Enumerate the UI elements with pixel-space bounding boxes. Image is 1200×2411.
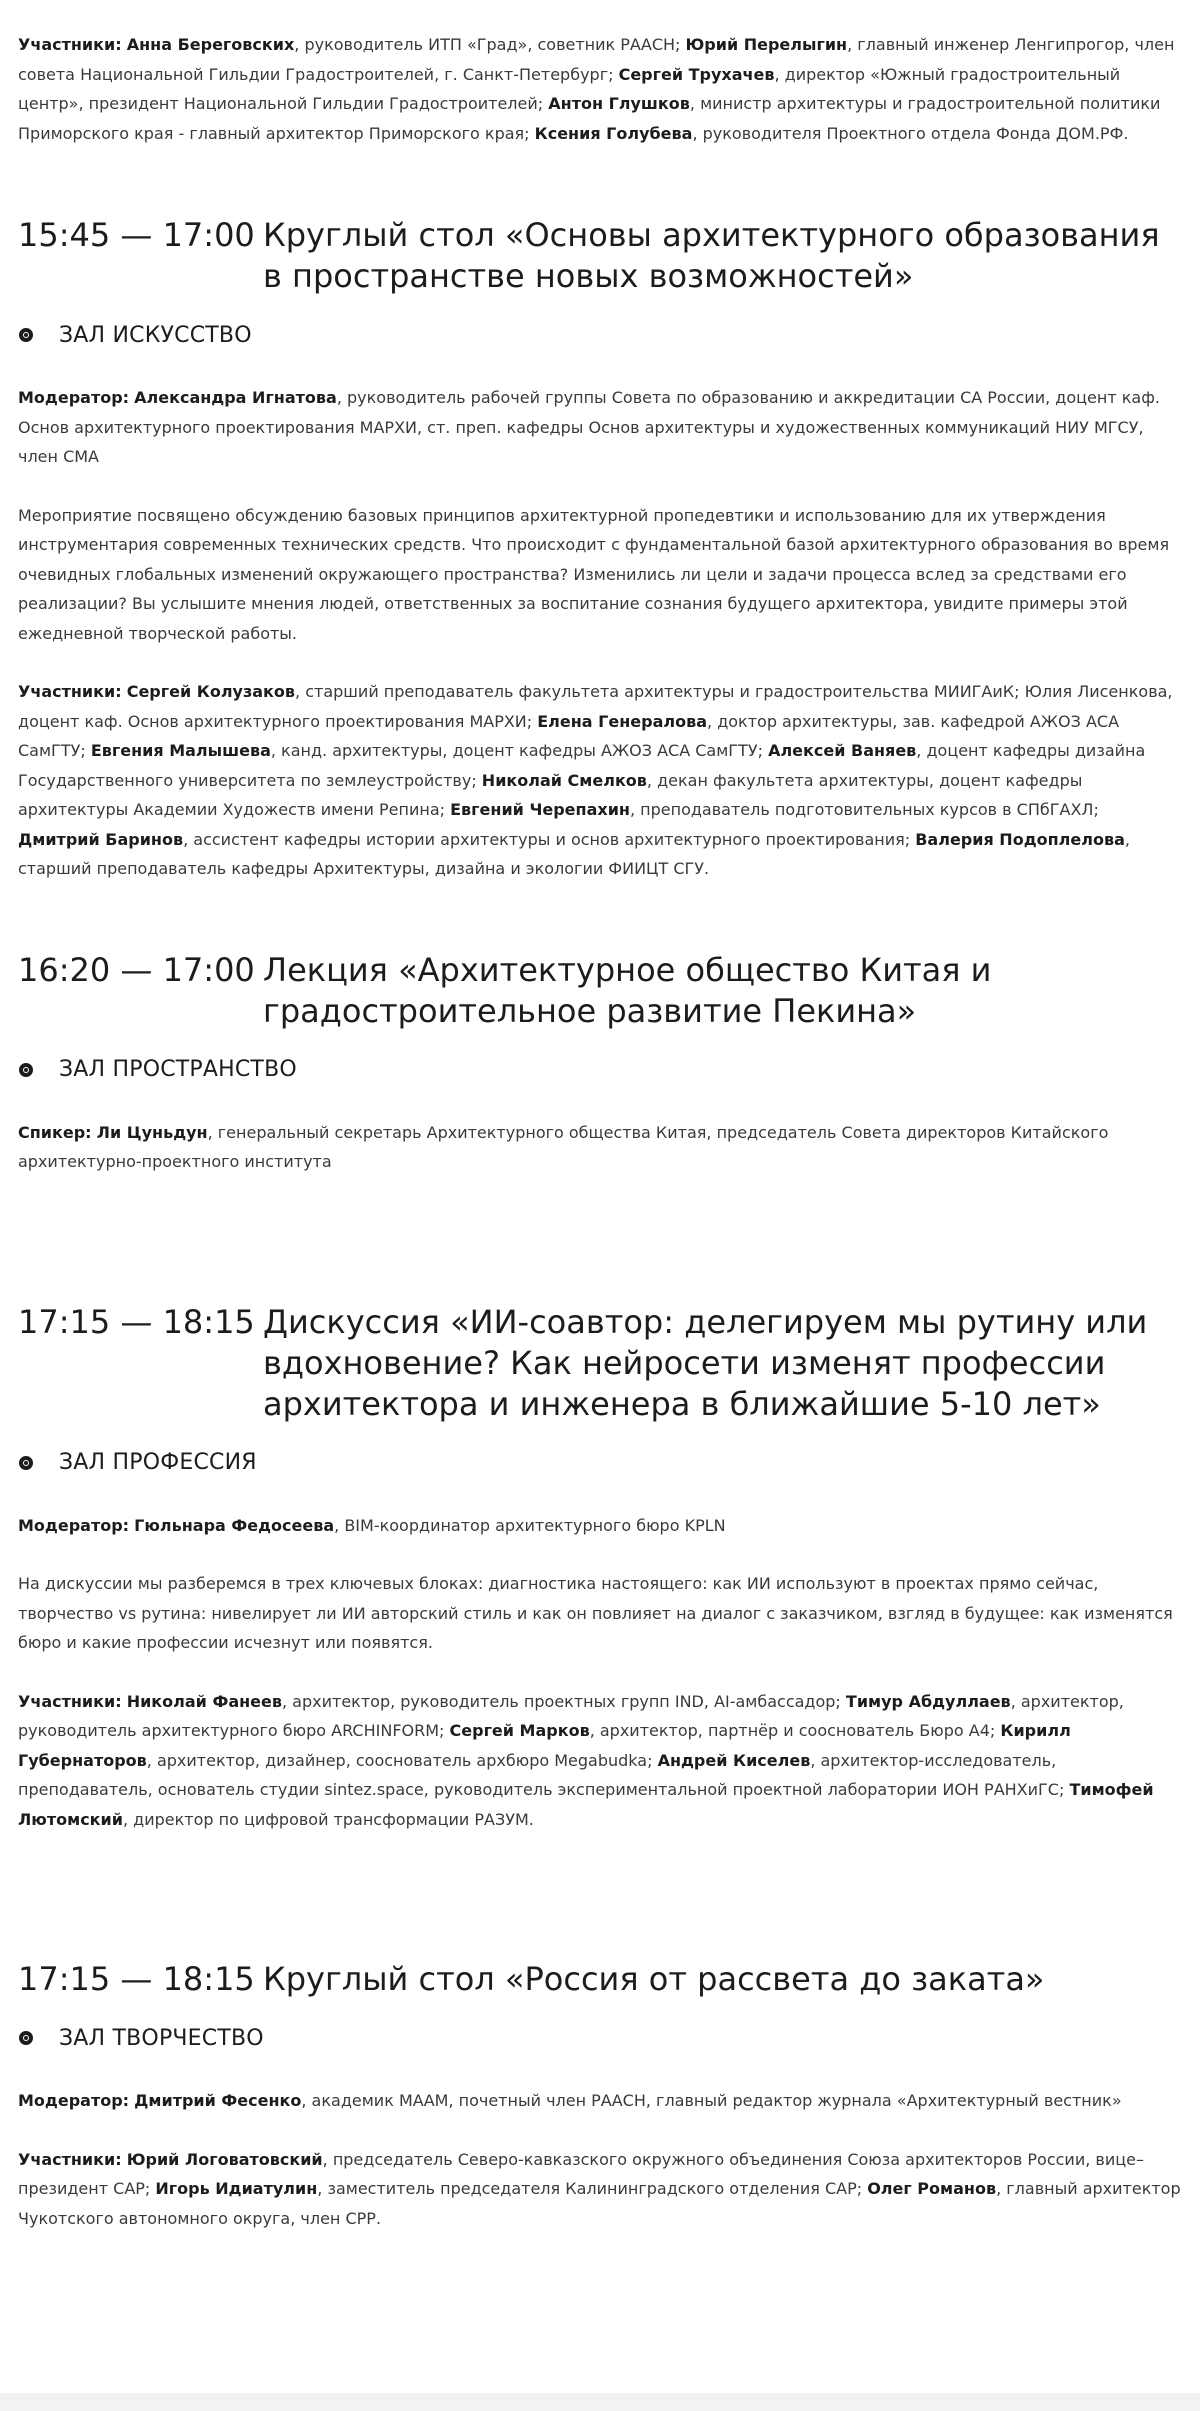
participant-role: , председатель Северо-кавказского окружного объединения Союза архитекторов России, вице–президент САР; — [18, 2149, 1144, 2198]
participant-name: Ксения Голубева — [534, 123, 693, 143]
participant-name: Валерия Подоплелова — [915, 829, 1125, 849]
participant-name: Евгения Малышева — [90, 741, 271, 760]
participant-role: , декан факультета архитектуры, доцент кафедры архитектуры Академии Художеств имени Репина; — [18, 770, 1083, 819]
event-title: Круглый стол «Россия от рассвета до заката» — [263, 1960, 1045, 1998]
participant-role: , канд. архитектуры, доцент кафедры АЖОЗ АСА СамГТУ; — [270, 741, 769, 760]
event-moderator — [18, 1511, 1182, 1541]
participant-role: , руководителя Проектного отдела Фонда ДОМ.РФ. — [692, 123, 1129, 143]
event-title: Круглый стол «Основы архитектурного образования в пространстве новых возможностей» — [263, 216, 1160, 295]
participant-name: Юрий Логоватовский — [126, 2149, 323, 2169]
moderator-name: Гюльнара Федосеева — [134, 1515, 335, 1535]
event-participants — [18, 2145, 1182, 2234]
participants-label: Участники: — [18, 682, 122, 701]
participant-name: Николай Фанеев — [126, 1691, 282, 1711]
event-hall — [18, 1052, 1182, 1088]
participant-name: Алексей Ваняев — [768, 741, 917, 760]
participant-name: Сергей Колузаков — [126, 682, 296, 701]
participant-role: , преподаватель подготовительных курсов в СПбГАХЛ; — [629, 800, 1099, 819]
hall-label: ЗАЛ ИСКУССТВО — [59, 322, 252, 348]
moderator-name: Александра Игнатова — [134, 388, 337, 407]
event-hall — [18, 317, 1182, 353]
participant-role: , главный архитектор Чукотского автономного округа, член СРР. — [18, 2179, 1181, 2228]
participant-role: , старший преподаватель факультета архитектуры и градостроительства МИИГАиК; Юлия Лисенкова, доцент каф. Основ архитектурного проектирования МАРХИ; — [18, 682, 1173, 731]
location-pin-icon — [19, 328, 33, 342]
event-hall — [18, 2020, 1182, 2056]
participant-name: Юрий Перелыгин — [685, 35, 848, 54]
speaker-name: Ли Цуньдун — [96, 1122, 208, 1142]
participant-name: Евгений Черепахин — [450, 800, 630, 819]
speaker-role: , генеральный секретарь Архитектурного общества Китая, председатель Совета директоров Китайского архитектурно-проектного института — [18, 1122, 1109, 1171]
participant-role: , директор «Южный градостроительный центр», президент Национальной Гильдии Градостроителей; — [18, 64, 1121, 113]
speaker-label: Спикер: — [18, 1122, 92, 1142]
location-pin-icon — [19, 1456, 33, 1470]
intro-participants — [18, 30, 1182, 148]
event-title: Дискуссия «ИИ-соавтор: делегируем мы рутину или вдохновение? Как нейросети изменят профессии архитектора и инженера в ближайшие 5-10 лет» — [263, 1302, 1148, 1423]
event-description: Мероприятие посвящено обсуждению базовых принципов архитектурной пропедевтики и использованию для их утверждения инструментария современных технических средств. Что происходит с фундаментальной базой архитектурного образования во время очевидных глобальных изменений окружающего пространства? Изменились ли цели и задачи процесса вслед за средствами его реализации? Вы услышите мнения людей, ответственных за воспитание сознания будущего архитектора, увидите примеры этой ежедневной творческой работы. — [18, 505, 1170, 643]
moderator-name: Дмитрий Фесенко — [134, 2091, 302, 2110]
participant-name: Елена Генералова — [537, 711, 708, 731]
event-time: 17:15 — 18:15 — [18, 1960, 255, 1998]
participant-name: Сергей Трухачев — [618, 64, 775, 84]
event-block — [18, 1302, 1182, 1835]
hall-label: ЗАЛ ПРОФЕССИЯ — [59, 1450, 257, 1475]
event-participants — [18, 677, 1182, 884]
event-time: 17:15 — 18:15 — [18, 1302, 255, 1341]
participant-role: , старший преподаватель кафедры Архитектуры, дизайна и экологии ФИИЦТ СГУ. — [18, 829, 1130, 878]
participant-role: , архитектор-исследователь, преподаватель, основатель студии sintez.space, руководитель экспериментальной проектной лаборатории ИОН РАНХиГС; — [18, 1750, 1070, 1799]
participant-role: , архитектор, дизайнер, сооснователь архбюро Megabudka; — [146, 1750, 658, 1770]
moderator-role: , BIM-координатор архитектурного бюро KPLN — [334, 1515, 726, 1535]
participant-role: , ассистент кафедры истории архитектуры и основ архитектурного проектирования; — [183, 829, 916, 849]
participant-role: , архитектор, руководитель архитектурного бюро ARCHINFORM; — [18, 1691, 1124, 1740]
participant-name: Анна Береговских — [126, 35, 295, 54]
event-header — [18, 950, 1182, 1032]
participant-name: Сергей Марков — [449, 1721, 590, 1740]
participant-name: Тимофей Лютомский — [18, 1780, 1154, 1829]
event-moderator — [18, 2086, 1182, 2116]
event-speaker — [18, 1118, 1182, 1177]
participant-role: , архитектор, партнёр и сооснователь Бюро А4; — [589, 1721, 1001, 1740]
participants-label: Участники: — [18, 2149, 122, 2169]
event-block — [18, 1959, 1182, 2233]
event-block — [18, 215, 1182, 884]
participants-label: Участники: — [18, 35, 122, 54]
participant-role: , заместитель председателя Калининградского отделения САР; — [317, 2179, 868, 2198]
participant-name: Игорь Идиатулин — [155, 2179, 318, 2198]
event-description: На дискуссии мы разберемся в трех ключевых блоках: диагностика настоящего: как ИИ используют в проектах прямо сейчас, творчество vs рутина: нивелирует ли ИИ авторский стиль и как он повлияет на диалог с заказчиком, взгляд в будущее: как изменятся бюро и какие профессии исчезнут или появятся. — [18, 1574, 1173, 1652]
event-hall — [18, 1445, 1182, 1481]
event-participants — [18, 1687, 1182, 1835]
participant-role: , директор по цифровой трансформации РАЗУМ. — [122, 1809, 534, 1829]
moderator-label: Модератор: — [18, 2091, 130, 2110]
event-moderator — [18, 383, 1182, 472]
participant-role: , руководитель ИТП «Град», советник РААСН; — [294, 35, 686, 54]
participant-role: , доцент кафедры дизайна Государственного университета по землеустройству; — [18, 741, 1146, 790]
location-pin-icon — [19, 2031, 33, 2045]
moderator-role: , руководитель рабочей группы Совета по образованию и аккредитации СА России, доцент каф. Основ архитектурного проектирования МАРХИ, ст. преп. кафедры Основ архитектуры и художественных коммуникаций НИУ МГСУ, член СМА — [18, 388, 1160, 466]
participant-name: Тимур Абдуллаев — [845, 1691, 1011, 1711]
moderator-label: Модератор: — [18, 388, 130, 407]
moderator-role: , академик МААМ, почетный член РААСН, главный редактор журнала «Архитектурный вестник» — [301, 2091, 1122, 2110]
participant-role: , архитектор, руководитель проектных групп IND, AI-амбассадор; — [282, 1691, 846, 1711]
page-bottom-band — [0, 2393, 1200, 2411]
event-block — [18, 950, 1182, 1177]
event-header — [18, 1959, 1182, 2000]
participant-name: Антон Глушков — [548, 94, 690, 113]
event-time: 16:20 — 17:00 — [18, 950, 255, 989]
event-title: Лекция «Архитектурное общество Китая и градостроительное развитие Пекина» — [263, 950, 992, 1030]
moderator-label: Модератор: — [18, 1515, 130, 1535]
participant-role: , главный инженер Ленгипрогор, член совета Национальной Гильдии Градостроителей, г. Санкт-Петербург; — [18, 35, 1175, 84]
participant-role: , министр архитектуры и градостроительной политики Приморского края - главный архитектор Приморского края; — [18, 94, 1161, 143]
participant-name: Олег Романов — [867, 2179, 997, 2198]
event-time: 15:45 — 17:00 — [18, 216, 255, 254]
participant-name: Дмитрий Баринов — [18, 829, 184, 849]
participant-name: Николай Смелков — [481, 770, 647, 790]
hall-label: ЗАЛ ТВОРЧЕСТВО — [59, 2025, 264, 2051]
hall-label: ЗАЛ ПРОСТРАНСТВО — [59, 1057, 297, 1082]
participant-role: , доктор архитектуры, зав. кафедрой АЖОЗ АСА СамГТУ; — [18, 711, 1120, 760]
event-header — [18, 1302, 1182, 1425]
location-pin-icon — [19, 1063, 33, 1077]
event-header — [18, 215, 1182, 297]
participant-name: Кирилл Губернаторов — [18, 1721, 1071, 1770]
participant-name: Андрей Киселев — [657, 1750, 811, 1770]
participants-label: Участники: — [18, 1691, 122, 1711]
